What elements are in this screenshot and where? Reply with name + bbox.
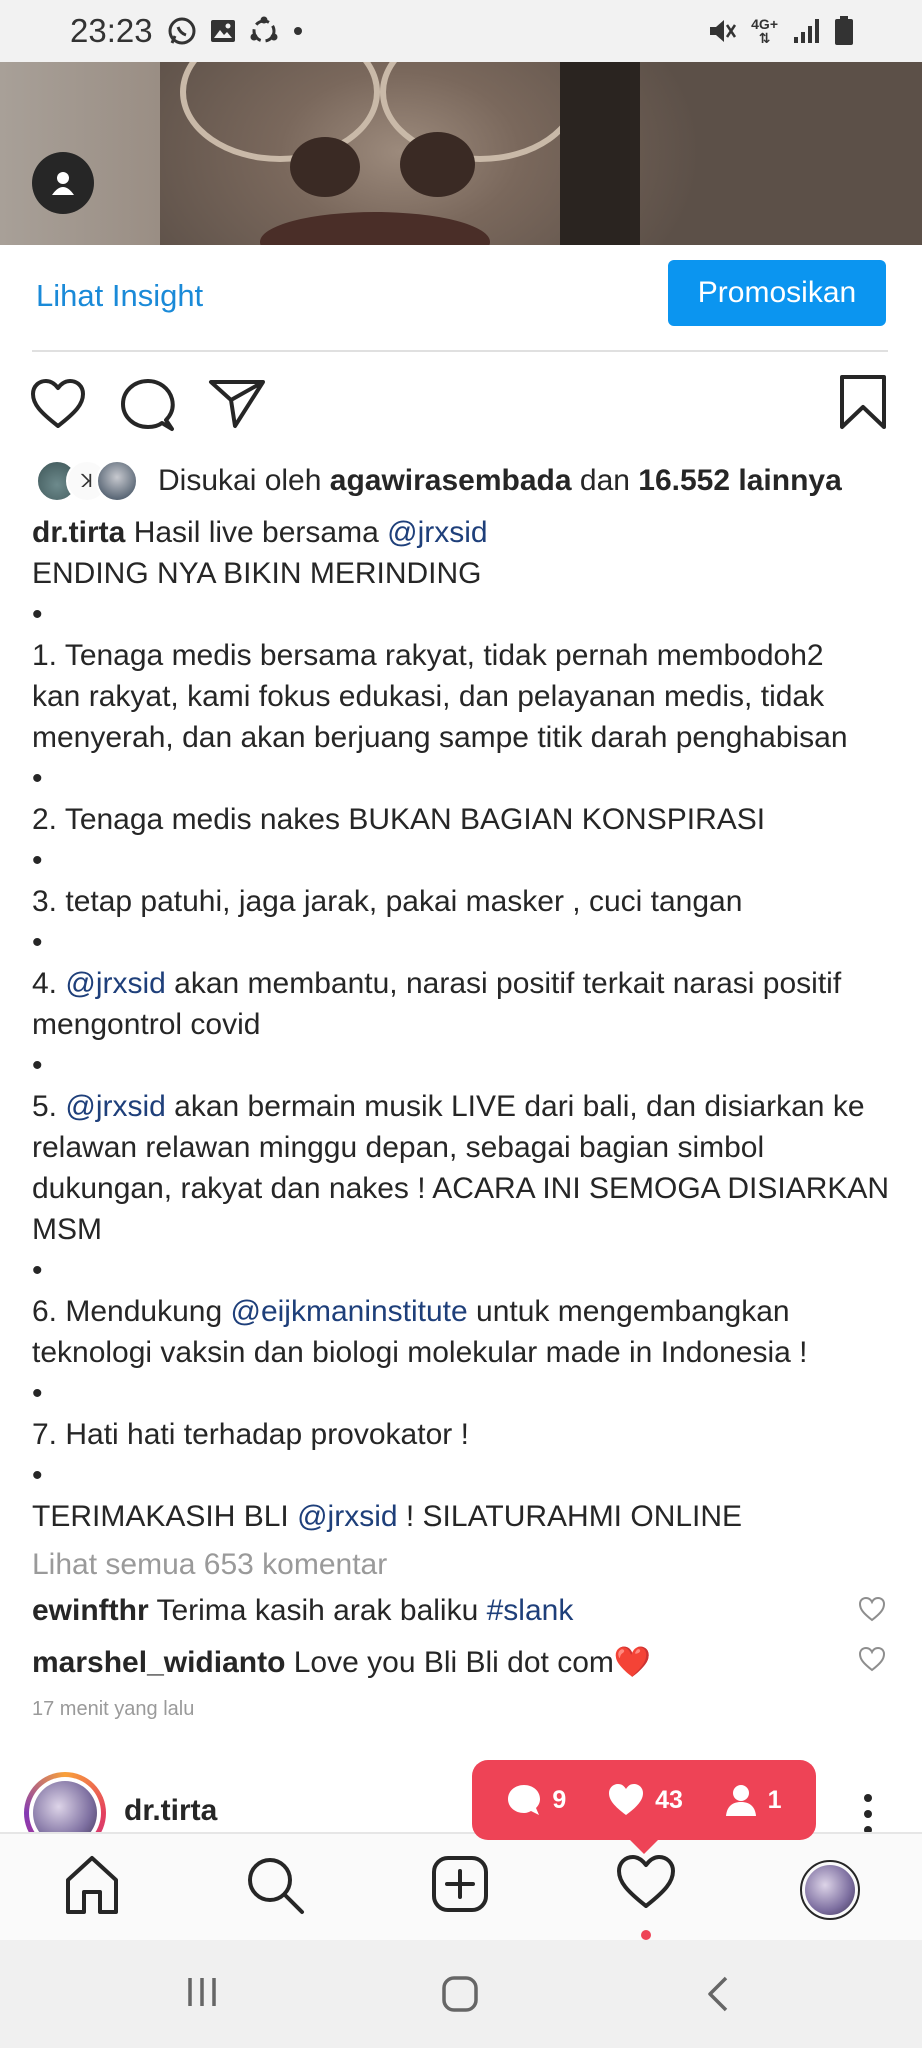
mention-link[interactable]: @jrxsid [65,967,166,1000]
caption-username[interactable]: dr.tirta [32,516,126,549]
bullet: • [32,598,43,631]
bullet: • [32,762,43,795]
back-icon[interactable] [704,1974,732,2014]
dot-icon [291,24,305,38]
create-post-icon[interactable] [430,1854,490,1914]
next-post-username[interactable]: dr.tirta [124,1794,218,1827]
view-insights-link[interactable]: Lihat Insight [36,278,204,313]
bullet: • [32,1254,43,1287]
signal-icon [792,17,820,45]
bookmark-icon[interactable] [838,374,888,430]
comment-like-heart-icon[interactable] [858,1596,886,1622]
tagged-users-button[interactable] [32,152,94,214]
comment-icon[interactable] [120,378,176,432]
liker-avatar [96,460,138,502]
like-heart-icon[interactable] [30,378,86,430]
recent-apps-icon[interactable] [184,1974,220,2010]
activity-heart-icon[interactable] [616,1854,676,1910]
battery-icon [834,16,854,46]
gallery-icon [209,17,237,45]
home-button-icon[interactable] [440,1974,480,2014]
status-bar [0,0,922,62]
mute-icon [707,16,737,46]
divider [32,350,888,352]
bottom-navigation [0,1832,922,1940]
mention-link[interactable]: @jrxsid [65,1090,166,1123]
heart-icon [607,1783,645,1817]
likes-count[interactable]: 16.552 lainnya [638,464,842,497]
liker-avatars [36,458,140,504]
system-navigation-bar [0,1940,922,2048]
liker-username[interactable]: agawirasembada [329,464,572,497]
bubble-pointer [628,1838,660,1854]
post-timestamp: 17 menit yang lalu [32,1698,195,1720]
liker-avatar-logo: ꓘ [66,460,108,502]
mention-link[interactable]: @eijkmaninstitute [230,1295,468,1328]
bullet: • [32,1459,43,1492]
mention-link[interactable]: @jrxsid [297,1500,398,1533]
red-heart-emoji: ❤️ [613,1646,652,1679]
network-type: 4G+ ⇅ [751,16,778,46]
comment-username[interactable]: ewinfthr [32,1594,149,1627]
activity-notification-bubble[interactable] [472,1760,816,1840]
more-options-icon[interactable] [858,1792,878,1836]
promote-button[interactable]: Promosikan [668,260,886,326]
follower-count: 1 [767,1785,782,1814]
like-count: 43 [655,1785,683,1814]
sync-icon [249,16,279,46]
whatsapp-icon [167,16,197,46]
live-video-thumbnail[interactable] [0,62,922,245]
share-send-icon[interactable] [208,378,266,430]
comment-count: 9 [552,1785,567,1814]
comment-bubble-icon [506,1783,542,1817]
view-all-comments-link[interactable]: Lihat semua 653 komentar [32,1548,388,1581]
person-icon [724,1783,758,1817]
hashtag-link[interactable]: #slank [486,1594,574,1627]
status-time: 23:23 [70,12,153,49]
bullet: • [32,926,43,959]
comment-item: ewinfthr Terima kasih arak baliku #slank [32,1594,574,1627]
comment-username[interactable]: marshel_widianto [32,1646,286,1679]
profile-tab-avatar[interactable] [800,1860,860,1920]
home-icon[interactable] [62,1854,122,1916]
comment-like-heart-icon[interactable] [858,1646,886,1672]
likes-summary[interactable]: ꓘ Disukai oleh agawirasembada dan 16.552 lainnya [36,458,842,504]
mention-link[interactable]: @jrxsid [387,516,488,549]
activity-indicator-dot [641,1930,651,1940]
bullet: • [32,844,43,877]
comment-item: marshel_widianto Love you Bli Bli dot com❤️ [32,1646,652,1679]
person-icon [48,168,78,198]
bullet: • [32,1049,43,1082]
search-icon[interactable] [244,1854,306,1916]
post-caption: dr.tirta Hasil live bersama @jrxsid ENDING NYA BIKIN MERINDING • 1. Tenaga medis bersama rakyat, tidak pernah membodoh2 kan rakyat, kami fokus edukasi, dan pelayanan medis, tidak menyerah, dan akan berjuang sampe titik darah penghabisan • 2. Tenaga medis nakes BUKAN BAGIAN KONSPIRASI • 3. tetap patuhi, jaga jarak, pakai masker , cuci tangan • 4. @jrxsid akan membantu, narasi positif terkait narasi positif mengontrol covid • 5. @jrxsid akan bermain musik LIVE dari bali, dan disiarkan ke relawan relawan minggu depan, sebagai bagian simbol dukungan, rakyat dan nakes ! ACARA INI SEMOGA DISIARKAN MSM • 6. Mendukung @eijkmaninstitute untuk mengembangkan teknologi vaksin dan biologi molekular made in Indonesia ! • 7. Hati hati terhadap provokator ! • TERIMAKASIH BLI @jrxsid ! SILATURAHMI ONLINE [32,512,894,1537]
bullet: • [32,1377,43,1410]
